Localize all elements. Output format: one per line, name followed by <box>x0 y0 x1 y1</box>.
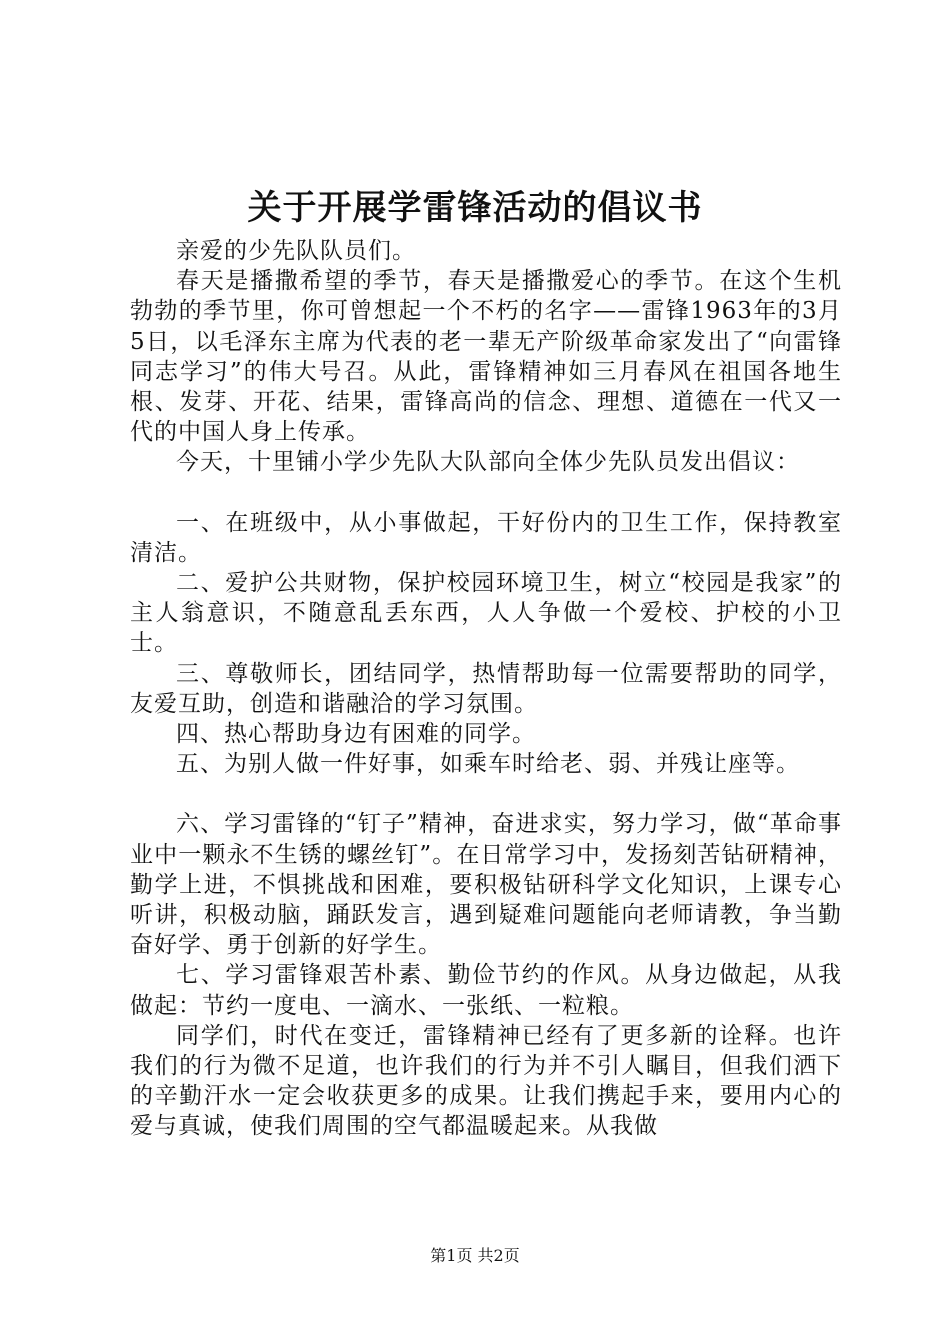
document-title: 关于开展学雷锋活动的倡议书 <box>247 188 703 228</box>
page-footer: 第1页 共2页 <box>430 1246 520 1265</box>
proposal-item-4: 四、热心帮助身边有困难的同学。 <box>176 721 536 748</box>
proposal-item-3: 三、尊敬师长，团结同学，热情帮助每一位需要帮助的同学，友爱互助，创造和谐融洽的学习氛围。 <box>130 660 842 717</box>
salutation-paragraph: 亲爱的少先队队员们。 <box>176 238 416 264</box>
proposal-item-7: 七、学习雷锋艰苦朴素、勤俭节约的作风。从身边做起，从我做起：节约一度电、一滴水、一张纸、一粒粮。 <box>130 962 842 1019</box>
paragraph-spacer <box>130 478 842 508</box>
proposal-item-2: 二、爱护公共财物，保护校园环境卫生，树立“校园是我家”的主人翁意识，不随意乱丢东西，人人争做一个爱校、护校的小卫士。 <box>130 570 842 657</box>
intro-paragraph: 春天是播撒希望的季节，春天是播撒爱心的季节。在这个生机勃勃的季节里，你可曾想起一个不朽的名字——雷锋1963年的3月5日，以毛泽东主席为代表的老一辈无产阶级革命家发出了“向雷锋同志学习”的伟大号召。从此，雷锋精神如三月春风在祖国各地生根、发芽、开花、结果，雷锋高尚的信念、理想、道德在一代又一代的中国人身上传承。 <box>130 268 842 446</box>
document-body <box>130 236 842 1142</box>
proposal-item-6: 六、学习雷锋的“钉子”精神，奋进求实，努力学习，做“革命事业中一颗永不生锈的螺丝钉”。在日常学习中，发扬刻苦钻研精神，勤学上进，不惧挑战和困难，要积极钻研科学文化知识，上课专心听讲，积极动脑，踊跃发言，遇到疑难问题能向老师请教，争当勤奋好学、勇于创新的好学生。 <box>130 811 842 959</box>
paragraph-spacer <box>130 779 842 809</box>
proposal-item-5: 五、为别人做一件好事，如乘车时给老、弱、并残让座等。 <box>176 751 800 778</box>
proposal-item-1: 一、在班级中，从小事做起，干好份内的卫生工作，保持教室清洁。 <box>130 509 842 566</box>
closing-paragraph: 同学们，时代在变迁，雷锋精神已经有了更多新的诠释。也许我们的行为微不足道，也许我们的行为并不引人瞩目，但我们洒下的辛勤汗水一定会收获更多的成果。让我们携起手来，要用内心的爱与真诚，使我们周围的空气都温暖起来。从我做 <box>130 1022 842 1140</box>
proposal-intro-paragraph: 今天，十里铺小学少先队大队部向全体少先队员发出倡议： <box>176 449 800 476</box>
